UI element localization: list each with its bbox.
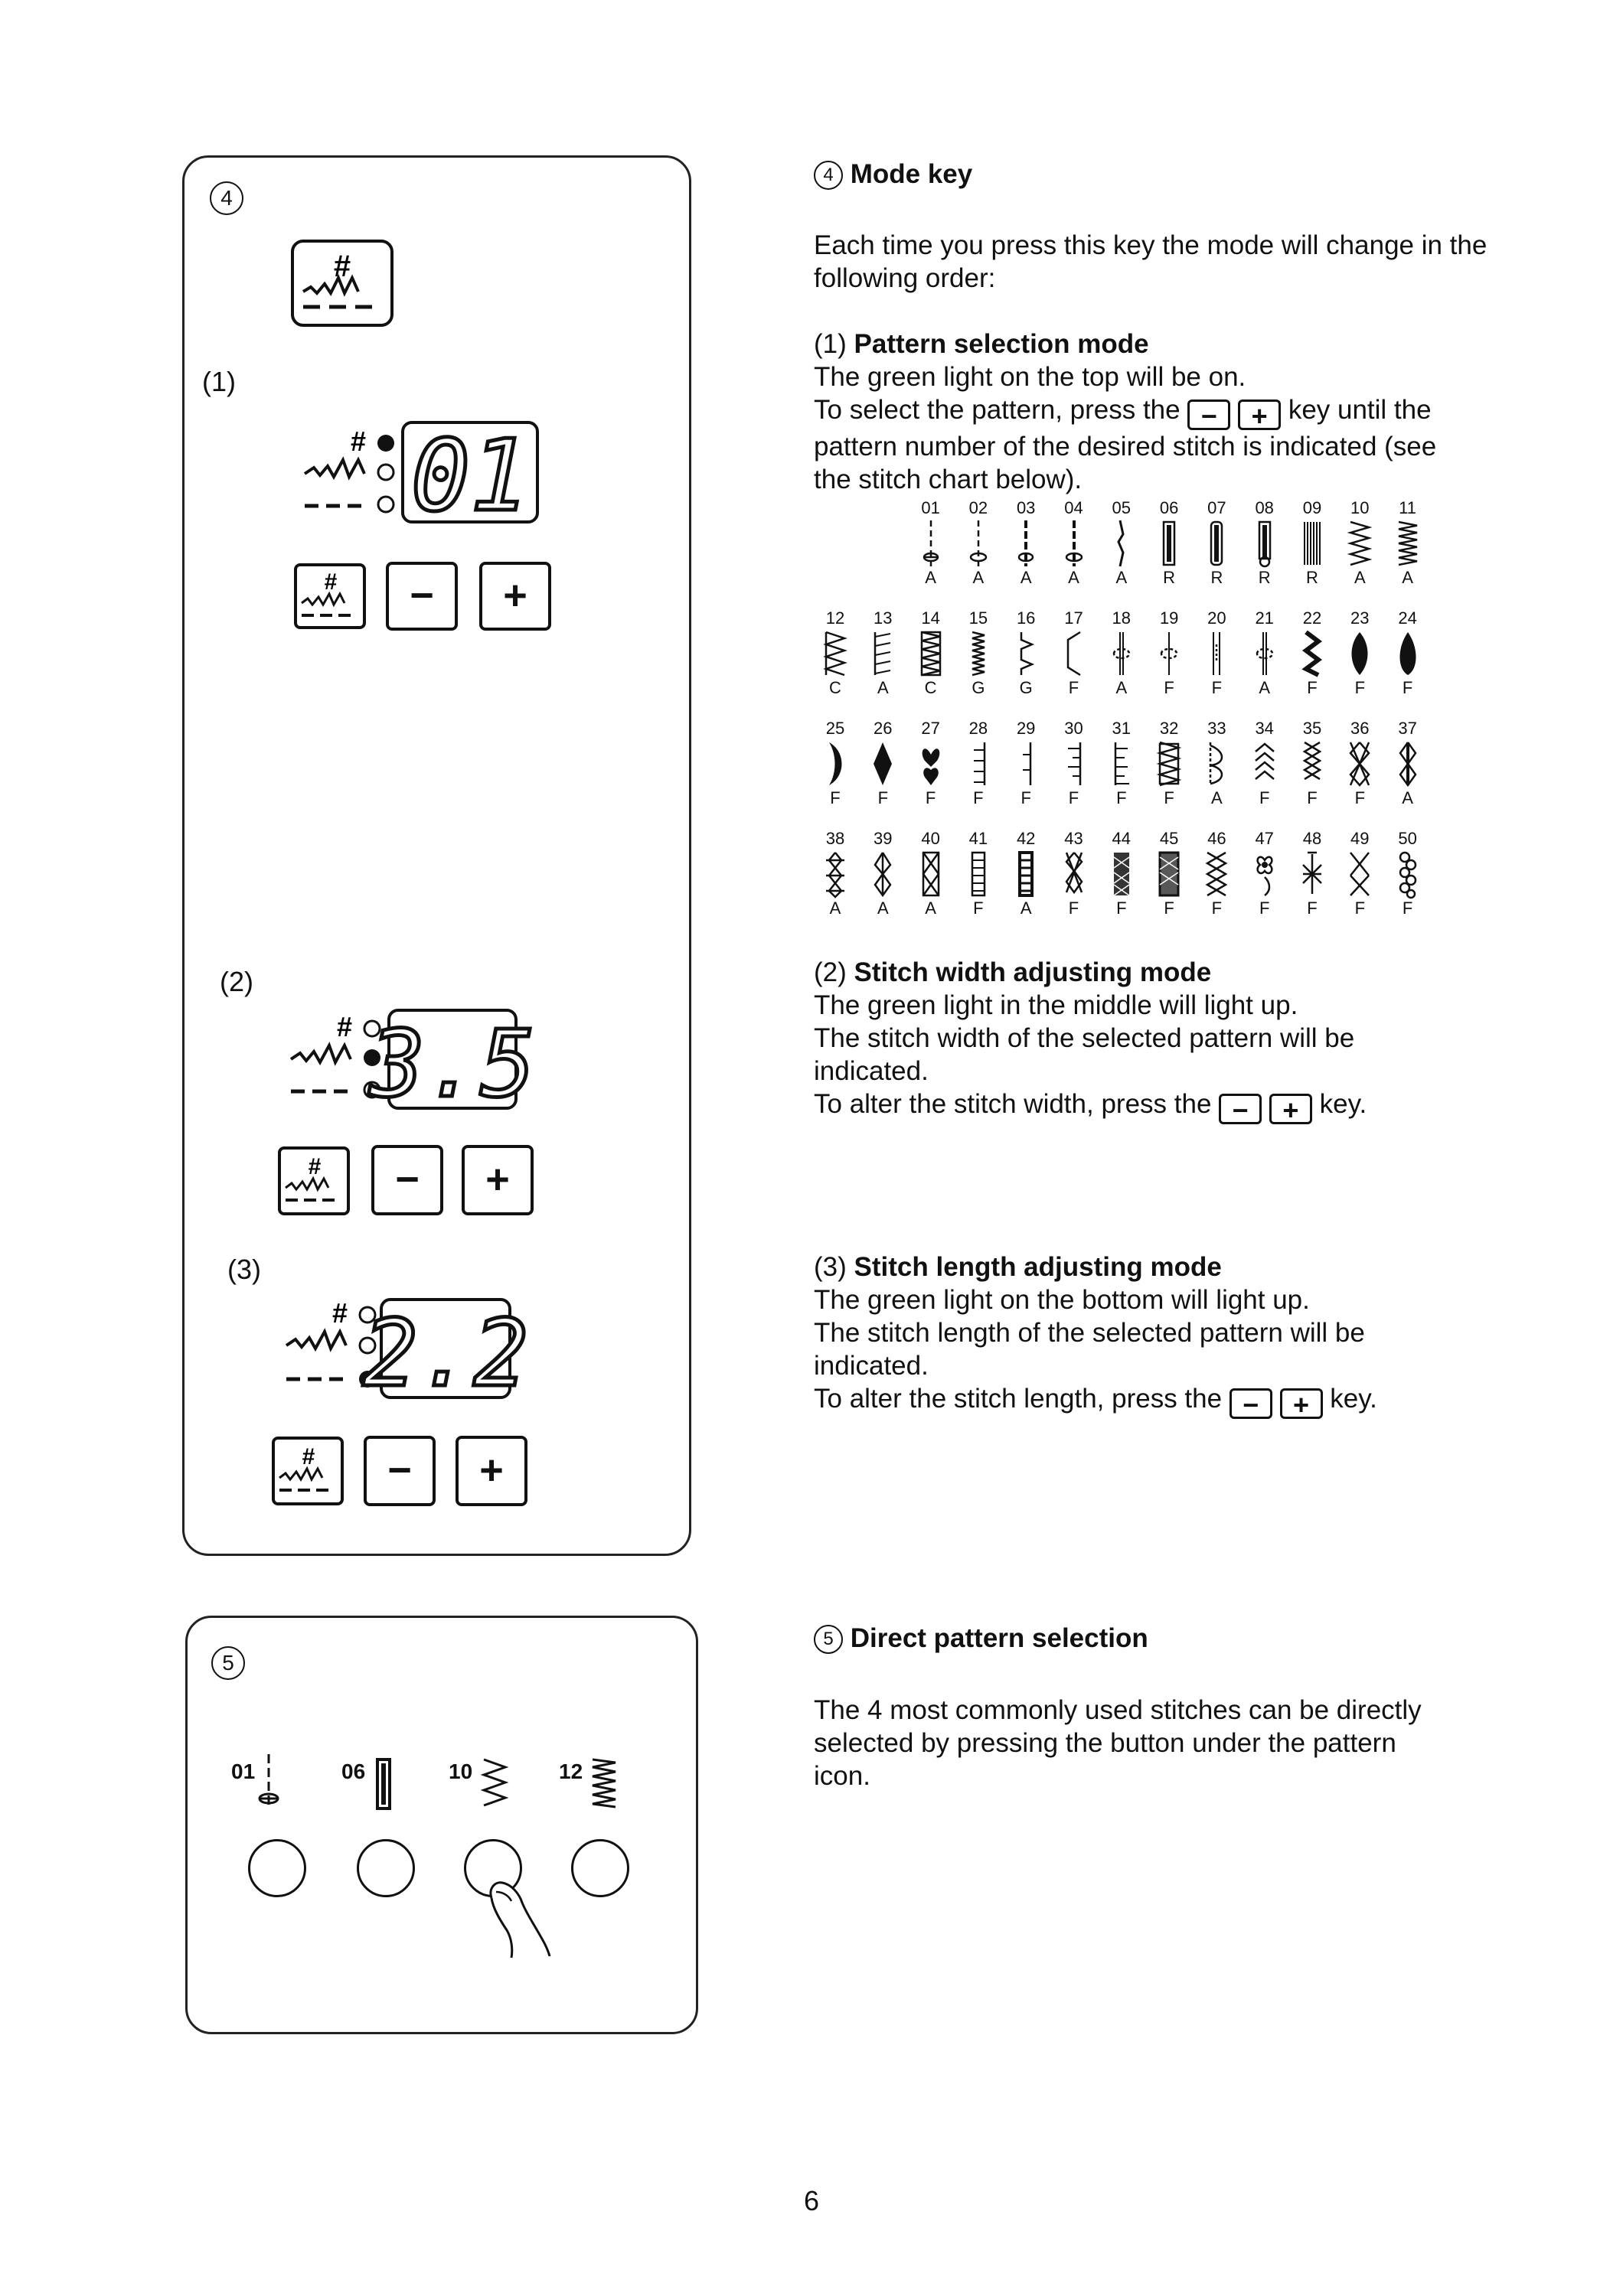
stitch-satin-drop-icon: [1396, 629, 1420, 678]
minus-key-2[interactable]: −: [371, 1145, 443, 1215]
stitch-cell-17: [1050, 608, 1098, 698]
mode-3-line-3: indicated.: [814, 1351, 929, 1381]
stitch-cell-02: [955, 497, 1002, 588]
stitch-number: 28: [968, 719, 988, 738]
stitch-cell-25: [812, 718, 859, 808]
stitch-comb-left-icon: [1109, 739, 1134, 788]
stitch-chart: [812, 497, 1455, 941]
stitch-cell-48: [1288, 828, 1336, 918]
presser-foot-letter: F: [1402, 899, 1413, 918]
presser-foot-letter: F: [1020, 788, 1031, 807]
presser-foot-letter: R: [1163, 568, 1176, 587]
mode-3-line-2: The stitch length of the selected pattern will be: [814, 1318, 1365, 1348]
stitch-straight-center-bold-icon: [1062, 519, 1086, 568]
stitch-cell-39: [859, 828, 906, 918]
stitch-overcast-dense-icon: [919, 629, 943, 678]
stitch-chain-icon: [823, 850, 847, 899]
presser-foot-letter: R: [1258, 568, 1271, 587]
inline-minus-key: −: [1187, 400, 1230, 430]
stitch-straight-center-icon: [966, 519, 991, 568]
svg-text:#: #: [350, 426, 367, 457]
direct-pattern-heading: Direct pattern selection: [850, 1623, 1148, 1653]
stitch-number: 27: [921, 719, 940, 738]
page-number: 6: [803, 2185, 820, 2216]
mode-1-keyline-post: key until the: [1288, 395, 1432, 425]
stitch-zigzag-icon: [1347, 519, 1372, 568]
stitch-number: 02: [968, 498, 988, 517]
stitch-cell-19: [1145, 608, 1193, 698]
stitch-cell-11: [1384, 497, 1432, 588]
svg-text:#: #: [302, 1444, 315, 1469]
stitch-buttonhole-round-icon: [1204, 519, 1229, 568]
plus-key-1[interactable]: +: [479, 562, 551, 631]
stitch-cell-38: [812, 828, 859, 918]
presser-foot-letter: F: [1307, 788, 1318, 807]
stitch-number: 38: [825, 829, 845, 848]
mode-3-keyline-post: key.: [1330, 1384, 1377, 1414]
section-5-heading-marker: 5: [814, 1625, 843, 1654]
minus-key-1[interactable]: −: [386, 562, 458, 631]
stitch-cell-16: [1002, 608, 1050, 698]
stitch-cell-33: [1193, 718, 1240, 808]
stitch-overcast-icon: [823, 629, 847, 678]
mode-3-description: [814, 1251, 1503, 1419]
zigzag-icon: [481, 1756, 508, 1810]
stitch-number: 05: [1112, 498, 1132, 517]
mode-1-tail-1: pattern number of the desired stitch is indicated (see: [814, 432, 1437, 461]
inline-plus-key: +: [1238, 400, 1281, 430]
minus-key-3[interactable]: −: [364, 1436, 436, 1506]
stitch-multi-zigzag-icon: [966, 629, 991, 678]
stitch-cell-27: [907, 718, 955, 808]
presser-foot-letter: A: [925, 899, 936, 918]
direct-label-06: 06: [341, 1760, 366, 1783]
stitch-cell-23: [1336, 608, 1383, 698]
stitch-button-sew-alt-icon: [1157, 629, 1181, 678]
presser-foot-letter: F: [1068, 678, 1079, 697]
stitch-number: 16: [1016, 608, 1036, 628]
stitch-satin-leaf-icon: [1347, 629, 1372, 678]
stitch-cell-35: [1288, 718, 1336, 808]
mode-indicator-1: [303, 423, 403, 519]
direct-label-12: 12: [559, 1760, 583, 1783]
mode-2-title: Stitch width adjusting mode: [854, 957, 1212, 987]
presser-foot-letter: F: [1116, 899, 1127, 918]
stitch-number: 26: [874, 719, 893, 738]
stitch-scallop-icon: [1204, 739, 1229, 788]
stitch-number: 34: [1255, 719, 1274, 738]
stitch-cell-03: [1002, 497, 1050, 588]
stitch-number: 15: [968, 608, 988, 628]
lcd-text-3: 2.2: [362, 1301, 529, 1407]
direct-select-button-01[interactable]: [248, 1839, 306, 1897]
stitch-cell-24: [1384, 608, 1432, 698]
pressing-finger-icon: [485, 1875, 554, 1959]
mode-3-title: Stitch length adjusting mode: [854, 1252, 1222, 1282]
stitch-number: 30: [1064, 719, 1083, 738]
stitch-cell-12: [812, 608, 859, 698]
stitch-cell-01: [907, 497, 955, 588]
stitch-cell-10: [1336, 497, 1383, 588]
presser-foot-letter: G: [1019, 678, 1033, 697]
presser-foot-letter: F: [1211, 678, 1223, 697]
presser-foot-letter: A: [925, 568, 936, 587]
stitch-cell-30: [1050, 718, 1098, 808]
inline-minus-key: −: [1229, 1388, 1272, 1419]
mode-2-keyline-post: key.: [1319, 1089, 1367, 1119]
stitch-number: 24: [1398, 608, 1417, 628]
stitch-number: 47: [1255, 829, 1274, 848]
direct-label-01: 01: [231, 1760, 256, 1783]
svg-text:#: #: [331, 1297, 348, 1329]
stitch-cell-13: [859, 608, 906, 698]
stitch-triple-straight-icon: [1109, 519, 1134, 568]
mode-2-keyline-pre: To alter the stitch width, press the: [814, 1089, 1212, 1119]
presser-foot-letter: C: [924, 678, 937, 697]
mode-1-line: The green light on the top will be on.: [814, 362, 1246, 392]
stitch-number: 33: [1207, 719, 1226, 738]
stitch-straight-left-icon: [919, 519, 943, 568]
stitch-cell-49: [1336, 828, 1383, 918]
svg-text:#: #: [308, 1154, 322, 1179]
presser-foot-letter: F: [1164, 678, 1174, 697]
mode-2-num: (2): [814, 957, 847, 987]
stitch-ladder-box-icon: [966, 850, 991, 899]
mode-key-icon: [294, 243, 390, 324]
section-4-marker: 4: [210, 181, 243, 215]
svg-text:#: #: [324, 569, 338, 595]
stitch-comb-thin-icon: [1014, 739, 1038, 788]
stitch-cell-09: [1288, 497, 1336, 588]
stitch-number: 06: [1159, 498, 1179, 517]
direct-pattern-body: [814, 1694, 1503, 1792]
three-step-zigzag-icon: [589, 1756, 619, 1810]
stitch-number: 40: [921, 829, 940, 848]
stitch-number: 17: [1064, 608, 1083, 628]
presser-foot-letter: R: [1210, 568, 1223, 587]
stitch-cell-45: [1145, 828, 1193, 918]
presser-foot-letter: A: [1402, 788, 1413, 807]
plus-key-3[interactable]: +: [456, 1436, 527, 1506]
presser-foot-letter: F: [1402, 678, 1413, 697]
stitch-number: 10: [1350, 498, 1370, 517]
mode-2-description: [814, 956, 1503, 1124]
lcd-digits-01: [404, 419, 536, 533]
presser-foot-letter: F: [1354, 678, 1366, 697]
stitch-number: 37: [1398, 719, 1417, 738]
stitch-number: 22: [1302, 608, 1322, 628]
stitch-heart-icon: [919, 739, 943, 788]
mode-3-label: (3): [227, 1254, 261, 1285]
stitch-cell-34: [1241, 718, 1288, 808]
presser-foot-letter: R: [1306, 568, 1318, 587]
presser-foot-letter: F: [1354, 788, 1366, 807]
mode-key-intro: Each time you press this key the mode will change in the following order:: [814, 230, 1487, 293]
stitch-cell-20: [1193, 608, 1240, 698]
lcd-digits-22: [362, 1301, 529, 1407]
stitch-number: 46: [1207, 829, 1226, 848]
stitch-honeycomb-icon: [1109, 850, 1134, 899]
stitch-number: 01: [921, 498, 940, 517]
presser-foot-letter: A: [877, 899, 889, 918]
stitch-number: 14: [921, 608, 940, 628]
stitch-box-cross-icon: [919, 850, 943, 899]
presser-foot-letter: F: [1211, 899, 1223, 918]
presser-foot-letter: A: [1115, 678, 1128, 697]
stitch-chevron-icon: [1252, 739, 1277, 788]
stitch-number: 41: [968, 829, 988, 848]
stitch-cell-26: [859, 718, 906, 808]
presser-foot-letter: F: [1116, 788, 1127, 807]
stitch-cell-40: [907, 828, 955, 918]
stitch-star-icon: [1300, 850, 1324, 899]
mode-1-title: Pattern selection mode: [854, 329, 1149, 359]
mode-1-label: (1): [202, 366, 236, 397]
stitch-diamond-icon: [870, 739, 895, 788]
stitch-cell-22: [1288, 608, 1336, 698]
mode-1-description: [814, 328, 1503, 496]
presser-foot-letter: A: [972, 568, 985, 587]
stitch-cell-06: [1145, 497, 1193, 588]
inline-minus-key: −: [1219, 1094, 1262, 1124]
stitch-cell-08: [1241, 497, 1288, 588]
stitch-cell-15: [955, 608, 1002, 698]
stitch-cell-46: [1193, 828, 1240, 918]
stitch-cell-32: [1145, 718, 1193, 808]
presser-foot-letter: F: [1307, 899, 1318, 918]
stitch-number: 32: [1159, 719, 1179, 738]
stitch-blind-hem-alt-icon: [1062, 629, 1086, 678]
mode-3-keyline-pre: To alter the stitch length, press the: [814, 1384, 1223, 1414]
straight-stitch-icon: [257, 1753, 280, 1811]
stitch-number: 31: [1112, 719, 1132, 738]
direct-label-10: 10: [449, 1760, 473, 1783]
presser-foot-letter: F: [973, 788, 984, 807]
direct-pattern-line-1: The 4 most commonly used stitches can be directly: [814, 1695, 1422, 1725]
stitch-cell-14: [907, 608, 955, 698]
stitch-number: 08: [1255, 498, 1274, 517]
direct-pattern-line-2: selected by pressing the button under the pattern: [814, 1728, 1396, 1758]
stitch-ladder-icon: [870, 629, 895, 678]
stitch-ladder-box-bold-icon: [1014, 850, 1038, 899]
section-4-heading-marker: 4: [814, 161, 843, 190]
stitch-number: 13: [874, 608, 893, 628]
stitch-number: 29: [1016, 719, 1036, 738]
mode-2-label: (2): [220, 966, 253, 997]
svg-text:#: #: [333, 249, 351, 283]
stitch-cell-05: [1098, 497, 1145, 588]
presser-foot-letter: A: [1020, 899, 1032, 918]
stitch-cell-37: [1384, 718, 1432, 808]
stitch-number: 36: [1350, 719, 1370, 738]
presser-foot-letter: A: [1020, 568, 1032, 587]
stitch-circles-icon: [1396, 850, 1420, 899]
buttonhole-icon: [375, 1757, 392, 1811]
stitch-comb-alt-icon: [1062, 739, 1086, 788]
presser-foot-letter: A: [1259, 678, 1271, 697]
stitch-bartack-icon: [1300, 519, 1324, 568]
stitch-eyelet-icon: [1204, 629, 1229, 678]
presser-foot-letter: F: [1259, 899, 1270, 918]
presser-foot-letter: A: [1211, 788, 1223, 807]
mode-1-keyline-pre: To select the pattern, press the: [814, 395, 1181, 425]
plus-key-2[interactable]: +: [462, 1145, 534, 1215]
lcd-display-3: [362, 1298, 529, 1407]
lcd-display-2: [369, 1009, 536, 1118]
presser-foot-letter: A: [1068, 568, 1079, 587]
stitch-number: 43: [1064, 829, 1083, 848]
stitch-number: 20: [1207, 608, 1226, 628]
mode-2-line-1: The green light in the middle will light up.: [814, 990, 1298, 1020]
presser-foot-letter: A: [877, 678, 889, 697]
mode-1-num: (1): [814, 329, 847, 359]
mode-3-line-1: The green light on the bottom will light up.: [814, 1285, 1310, 1315]
presser-foot-letter: F: [973, 899, 984, 918]
stitch-number: 03: [1016, 498, 1036, 517]
stitch-number: 18: [1112, 608, 1132, 628]
stitch-button-sew-icon: [1109, 629, 1134, 678]
stitch-cell-43: [1050, 828, 1098, 918]
stitch-comb-icon: [966, 739, 991, 788]
stitch-number: 44: [1112, 829, 1132, 848]
stitch-cross-diamond-icon: [1347, 739, 1372, 788]
stitch-crescent-icon: [823, 739, 847, 788]
stitch-buttonhole-square-icon: [1157, 519, 1181, 568]
stitch-feather-icon: [1300, 739, 1324, 788]
section-5-heading: [814, 1623, 1148, 1654]
stitch-number: 11: [1399, 498, 1417, 517]
mode-key-heading: Mode key: [850, 159, 973, 189]
stitch-cross-icon: [1347, 850, 1372, 899]
presser-foot-letter: F: [877, 788, 889, 807]
stitch-straight-left-bold-icon: [1014, 519, 1038, 568]
stitch-cell-36: [1336, 718, 1383, 808]
presser-foot-letter: F: [1164, 899, 1174, 918]
direct-pattern-line-3: icon.: [814, 1761, 870, 1791]
stitch-number: 21: [1255, 608, 1274, 628]
stitch-buttonhole-keyhole-icon: [1252, 519, 1277, 568]
mode-1-tail-2: the stitch chart below).: [814, 465, 1083, 494]
stitch-number: 12: [825, 608, 845, 628]
mode-2-line-2: The stitch width of the selected pattern will be: [814, 1023, 1355, 1053]
stitch-honeycomb-box-icon: [1157, 850, 1181, 899]
stitch-cell-21: [1241, 608, 1288, 698]
inline-plus-key: +: [1269, 1094, 1312, 1124]
stitch-cell-29: [1002, 718, 1050, 808]
stitch-cell-50: [1384, 828, 1432, 918]
stitch-blind-hem-icon: [1014, 629, 1038, 678]
stitch-cell-31: [1098, 718, 1145, 808]
presser-foot-letter: F: [1307, 678, 1318, 697]
lcd-text-2: 3.5: [369, 1012, 536, 1118]
lcd-text-1: 01: [410, 419, 530, 533]
presser-foot-letter: G: [972, 678, 985, 697]
svg-text:#: #: [336, 1011, 353, 1042]
stitch-cell-47: [1241, 828, 1288, 918]
presser-foot-letter: F: [1354, 899, 1366, 918]
presser-foot-letter: A: [1115, 568, 1128, 587]
stitch-number: 09: [1302, 498, 1322, 517]
section-4-heading: [814, 159, 972, 190]
stitch-number: 42: [1016, 829, 1036, 848]
direct-select-button-12[interactable]: [571, 1839, 629, 1897]
stitch-knot-chain-icon: [1062, 850, 1086, 899]
stitch-number: 49: [1350, 829, 1370, 848]
stitch-cell-04: [1050, 497, 1098, 588]
mode-3-num: (3): [814, 1252, 847, 1282]
presser-foot-letter: F: [1164, 788, 1174, 807]
stitch-cell-42: [1002, 828, 1050, 918]
stitch-arrow-chain-icon: [870, 850, 895, 899]
stitch-number: 35: [1302, 719, 1322, 738]
stitch-number: 23: [1350, 608, 1370, 628]
stitch-eyelet-alt-icon: [1252, 629, 1277, 678]
stitch-number: 45: [1159, 829, 1179, 848]
mode-key-1[interactable]: [294, 563, 366, 629]
inline-plus-key: +: [1280, 1388, 1323, 1419]
section-5-marker: 5: [211, 1646, 245, 1680]
stitch-number: 25: [825, 719, 845, 738]
stitch-box-zigzag-icon: [1157, 739, 1181, 788]
stitch-number: 04: [1064, 498, 1083, 517]
stitch-flower-icon: [1252, 850, 1277, 899]
stitch-number: 50: [1398, 829, 1417, 848]
stitch-cell-07: [1193, 497, 1240, 588]
presser-foot-letter: F: [830, 788, 841, 807]
direct-pattern-panel: [185, 1616, 698, 2034]
stitch-zigzag-wide-icon: [1396, 519, 1420, 568]
mode-key-large[interactable]: [291, 240, 394, 327]
stitch-satin-zigzag-icon: [1300, 629, 1324, 678]
presser-foot-letter: F: [1068, 788, 1079, 807]
presser-foot-letter: A: [1354, 568, 1366, 587]
lcd-display-1: [401, 419, 539, 533]
presser-foot-letter: A: [1402, 568, 1413, 587]
stitch-number: 19: [1159, 608, 1179, 628]
presser-foot-letter: F: [1259, 788, 1270, 807]
mode-2-line-3: indicated.: [814, 1056, 929, 1086]
mode-key-2[interactable]: [278, 1146, 350, 1215]
presser-foot-letter: A: [829, 899, 841, 918]
stitch-cell-28: [955, 718, 1002, 808]
lcd-digits-35: [369, 1012, 536, 1118]
stitch-number: 07: [1207, 498, 1226, 517]
presser-foot-letter: F: [1068, 899, 1079, 918]
stitch-number: 39: [874, 829, 893, 848]
stitch-wide-zigzag-icon: [1204, 850, 1229, 899]
stitch-cell-44: [1098, 828, 1145, 918]
stitch-diamond-chain-icon: [1396, 739, 1420, 788]
stitch-cell-18: [1098, 608, 1145, 698]
mode-key-3[interactable]: [272, 1437, 344, 1505]
presser-foot-letter: F: [925, 788, 936, 807]
presser-foot-letter: C: [829, 678, 841, 697]
stitch-number: 48: [1302, 829, 1322, 848]
stitch-cell-41: [955, 828, 1002, 918]
direct-select-button-06[interactable]: [357, 1839, 415, 1897]
